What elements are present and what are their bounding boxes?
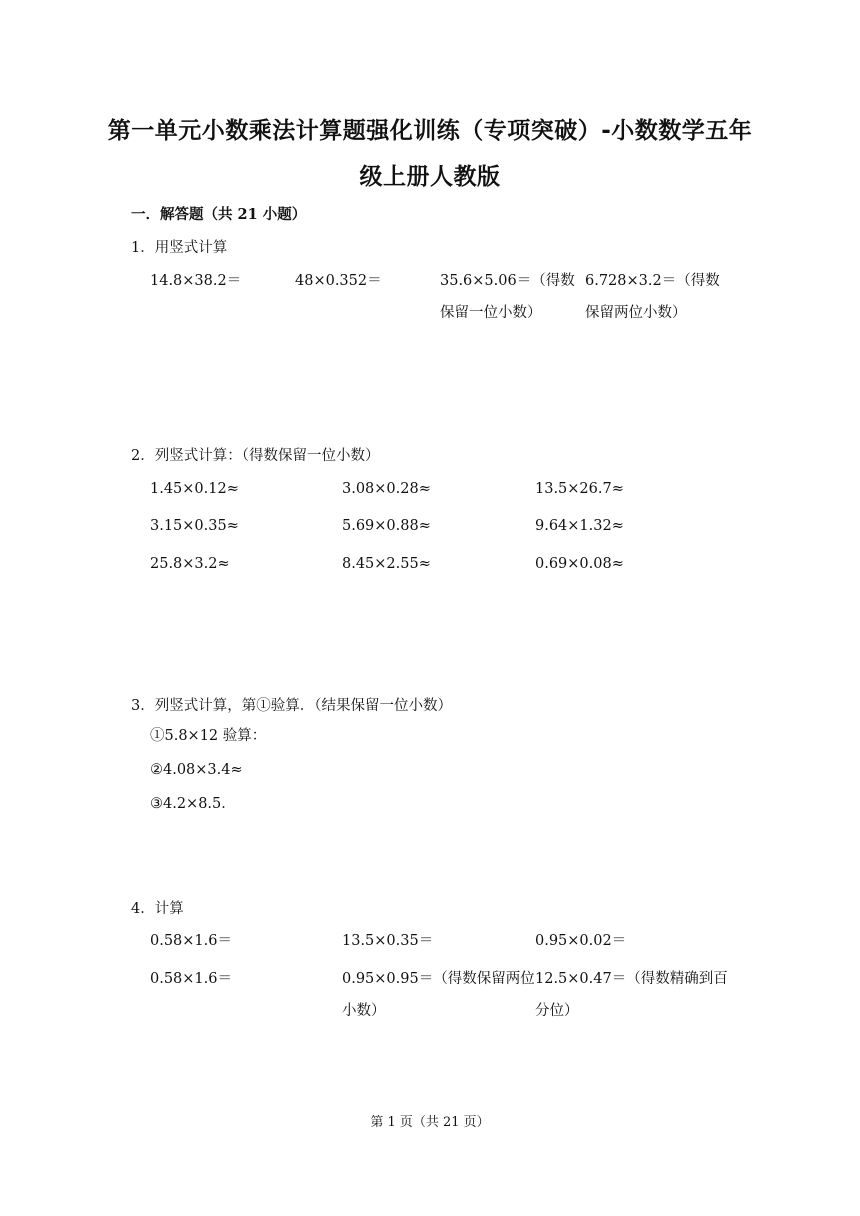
- q4-item-3: 0.95×0.02＝: [535, 933, 627, 949]
- q3-item-1: ①5.8×12 验算：: [150, 728, 267, 744]
- q2-item-6: 9.64×1.32≈: [535, 518, 624, 534]
- q2-item-5: 5.69×0.88≈: [342, 518, 431, 534]
- q2-item-4: 3.15×0.35≈: [150, 518, 239, 534]
- q4-item-5: 0.95×0.95＝（得数保留两位小数）: [342, 971, 535, 1019]
- page-footer: 第 1 页（共 21 页）: [370, 1115, 490, 1130]
- section-heading: 一．解答题（共 21 小题）: [131, 206, 307, 223]
- q2-item-8: 8.45×2.55≈: [342, 556, 431, 572]
- q2-item-1: 1.45×0.12≈: [150, 481, 239, 497]
- question-4-label: 4．计算: [131, 901, 184, 917]
- document-title-line-2: 级上册人教版: [359, 164, 501, 190]
- question-3-label: 3．列竖式计算，第①验算．（结果保留一位小数）: [131, 698, 452, 714]
- document-title-line-1: 第一单元小数乘法计算题强化训练（专项突破）-小数数学五年: [107, 118, 753, 144]
- q4-item-4: 0.58×1.6＝: [150, 971, 232, 987]
- q2-item-3: 13.5×26.7≈: [535, 481, 624, 497]
- q1-item-1: 14.8×38.2＝: [150, 273, 242, 289]
- q3-item-3: ③4.2×8.5．: [150, 796, 236, 812]
- q1-item-2: 48×0.352＝: [295, 273, 382, 289]
- q1-item-3: 35.6×5.06＝（得数保留一位小数）: [440, 273, 575, 321]
- q2-item-7: 25.8×3.2≈: [150, 556, 230, 572]
- q4-item-2: 13.5×0.35＝: [342, 933, 434, 949]
- q2-item-2: 3.08×0.28≈: [342, 481, 431, 497]
- question-2-label: 2．列竖式计算：（得数保留一位小数）: [131, 448, 380, 464]
- q1-item-4: 6.728×3.2＝（得数保留两位小数）: [585, 273, 720, 321]
- q2-item-9: 0.69×0.08≈: [535, 556, 624, 572]
- q4-item-1: 0.58×1.6＝: [150, 933, 232, 949]
- q3-item-2: ②4.08×3.4≈: [150, 762, 243, 778]
- question-1-label: 1．用竖式计算: [131, 240, 228, 256]
- q4-item-6: 12.5×0.47＝（得数精确到百分位）: [535, 971, 728, 1019]
